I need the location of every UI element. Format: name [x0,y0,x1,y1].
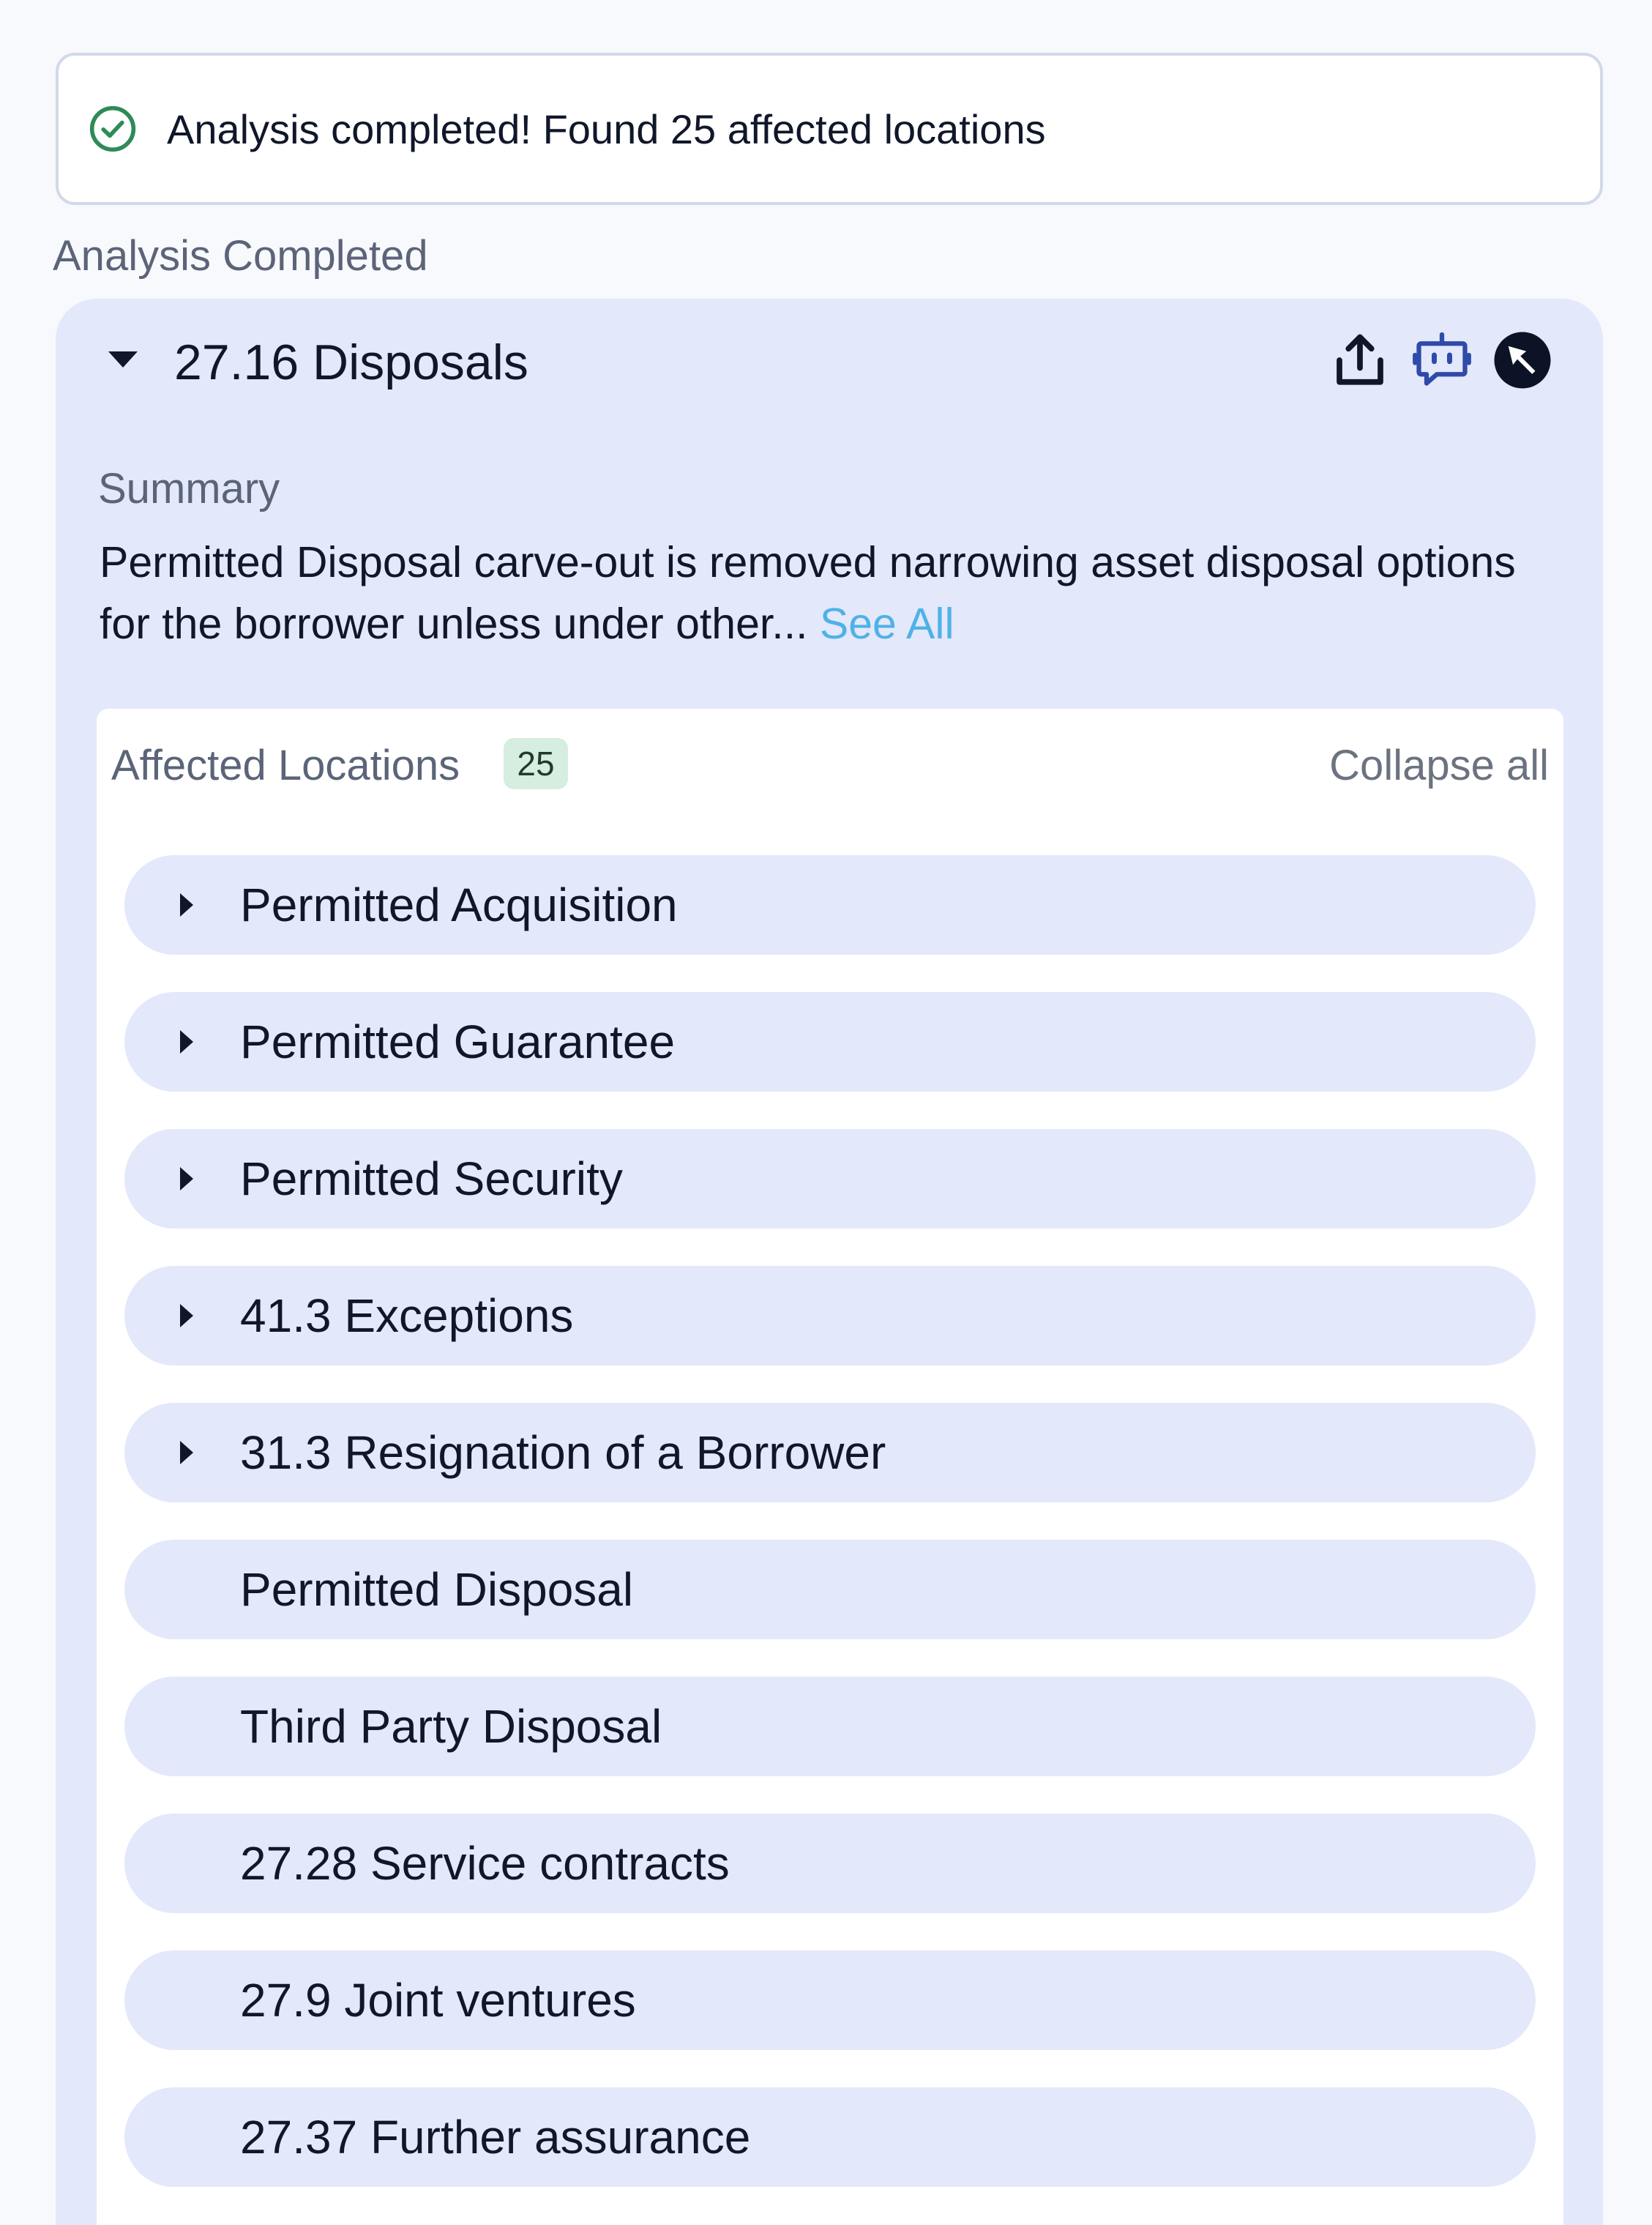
location-item-third-party-disposal[interactable] [124,1677,1536,1776]
see-all-link[interactable]: See All [819,600,954,648]
location-label: Permitted Guarantee [240,1015,676,1068]
check-circle-icon [88,104,138,154]
affected-locations-title: Affected Locations [111,742,460,789]
caret-right-icon[interactable] [179,1302,195,1329]
cursor-arrow-icon[interactable] [1492,329,1553,391]
location-label: 41.3 Exceptions [240,1289,574,1342]
location-item-27-28-service-contracts[interactable] [124,1814,1536,1913]
location-label: 27.9 Joint ventures [240,1974,636,2027]
location-item-27-9-joint-ventures[interactable] [124,1950,1536,2050]
location-label: 27.28 Service contracts [240,1837,730,1890]
location-item-31-3-resignation[interactable] [124,1403,1536,1502]
summary-text [100,532,1549,655]
affected-locations-card [97,709,1563,2225]
bot-chat-icon[interactable] [1411,329,1473,391]
location-item-41-3-exceptions[interactable] [124,1266,1536,1365]
location-item-permitted-acquisition[interactable] [124,855,1536,955]
summary-label: Summary [98,465,280,513]
location-item-permitted-guarantee[interactable] [124,992,1536,1092]
location-label: 31.3 Resignation of a Borrower [240,1426,886,1479]
location-item-permitted-disposal[interactable] [124,1540,1536,1639]
count-badge: 25 [504,738,568,789]
location-label: Permitted Disposal [240,1563,634,1616]
caret-right-icon[interactable] [179,1029,195,1055]
success-toast [56,53,1603,205]
toast-message: Analysis completed! Found 25 affected locations [167,105,1046,152]
panel-title: 27.16 Disposals [174,335,528,390]
disposal-analysis-panel [56,299,1603,2225]
location-label: Permitted Acquisition [240,879,678,931]
caret-down-icon[interactable] [107,350,139,369]
location-label: 27.37 Further assurance [240,2111,751,2163]
caret-right-icon[interactable] [179,892,195,918]
affected-locations-header [97,709,1563,819]
location-item-permitted-security[interactable] [124,1129,1536,1229]
caret-right-icon[interactable] [179,1166,195,1192]
location-label: Permitted Security [240,1152,623,1205]
affected-locations-list [124,855,1536,2224]
location-item-27-37-further-assurance[interactable] [124,2087,1536,2187]
panel-header[interactable] [56,299,1603,428]
collapse-all-button[interactable]: Collapse all [1329,742,1549,789]
location-label: Third Party Disposal [240,1700,662,1753]
share-icon[interactable] [1329,329,1391,391]
analysis-status-label: Analysis Completed [53,232,428,280]
summary-body: Permitted Disposal carve-out is removed narrowing asset disposal options for the borrower unless under other... [100,538,1516,648]
caret-right-icon[interactable] [179,1439,195,1466]
